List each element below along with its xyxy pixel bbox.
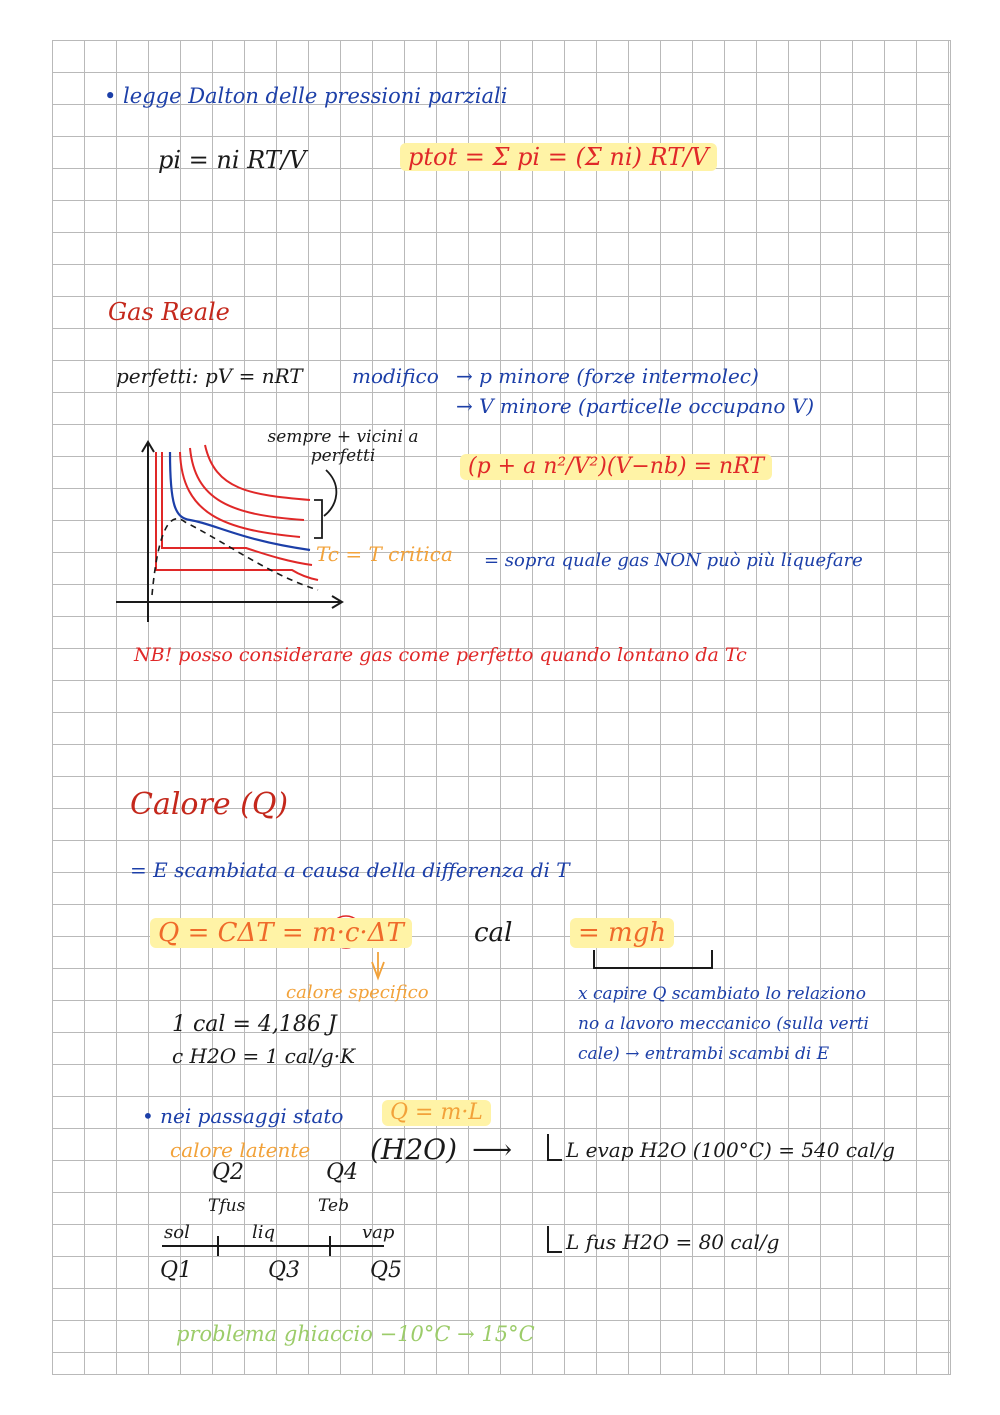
passaggi-heading: • nei passaggi stato: [142, 1104, 344, 1128]
teb-label: Teb: [318, 1196, 349, 1216]
water-label: (H2O): [370, 1133, 458, 1166]
arrow-to-latent: ⟶: [472, 1133, 513, 1166]
q5-label: Q5: [370, 1258, 403, 1283]
tc-label: Tc = T critica: [316, 542, 453, 566]
note-line-1: x capire Q scambiato lo relaziono: [578, 984, 866, 1004]
calore-title: Calore (Q): [130, 787, 289, 822]
modifico-pressure: → p minore (forze intermolec): [456, 364, 759, 388]
q3-label: Q3: [268, 1258, 301, 1283]
latent-formula: Q = m·L: [382, 1100, 491, 1126]
coexistence-dome: [152, 519, 318, 595]
calore-formula: Q = CΔT = m·c·ΔT: [150, 918, 412, 948]
note-line-2: no a lavoro meccanico (sulla verti: [578, 1014, 869, 1034]
perfetti-equation: perfetti: pV = nRT: [116, 364, 303, 388]
vap-label: vap: [362, 1222, 395, 1243]
latent-evaporation: L evap H2O (100°C) = 540 cal/g: [566, 1138, 895, 1162]
dalton-heading: • legge Dalton delle pressioni parziali: [104, 84, 508, 108]
graph-note: sempre + vicini a perfetti: [267, 427, 419, 466]
mgh-formula: = mgh: [570, 918, 674, 948]
dalton-formula-left: pi = ni RT/V: [158, 146, 307, 174]
van-der-waals-equation: (p + a n²/V²)(V−nb) = nRT: [460, 454, 772, 480]
modifico-volume: → V minore (particelle occupano V): [456, 394, 815, 418]
liq-label: liq: [252, 1222, 276, 1243]
nb-note: NB! posso considerare gas come perfetto quando lontano da Tc: [134, 644, 747, 666]
calore-unit: cal: [474, 918, 513, 948]
problem-statement: problema ghiaccio −10°C → 15°C: [176, 1322, 535, 1346]
modifico-label: modifico: [352, 364, 439, 388]
q2-label: Q2: [212, 1160, 245, 1185]
note-pointer: [324, 470, 336, 516]
q4-label: Q4: [326, 1160, 359, 1185]
calore-definition: = E scambiata a causa della differenza di T: [130, 858, 570, 882]
tfus-label: Tfus: [208, 1196, 246, 1216]
latent-heat-symbols: [548, 1134, 562, 1252]
q1-label: Q1: [160, 1258, 193, 1283]
latent-heat-label: calore latente: [170, 1138, 311, 1162]
specific-heat-label: calore specifico: [286, 982, 429, 1003]
tc-description: = sopra quale gas NON può più liquefare: [484, 550, 863, 571]
dalton-formula-total: ptot = Σ pi = (Σ ni) RT/V: [400, 143, 717, 171]
water-specific-heat: c H2O = 1 cal/g·K: [172, 1044, 356, 1068]
gas-reale-title: Gas Reale: [108, 298, 230, 326]
cal-joule-equivalence: 1 cal = 4,186 J: [172, 1012, 337, 1037]
bracket: [314, 500, 322, 538]
latent-fusion: L fus H2O = 80 cal/g: [566, 1230, 780, 1254]
sol-label: sol: [164, 1222, 190, 1243]
note-line-3: cale) → entrambi scambi di E: [578, 1044, 830, 1064]
